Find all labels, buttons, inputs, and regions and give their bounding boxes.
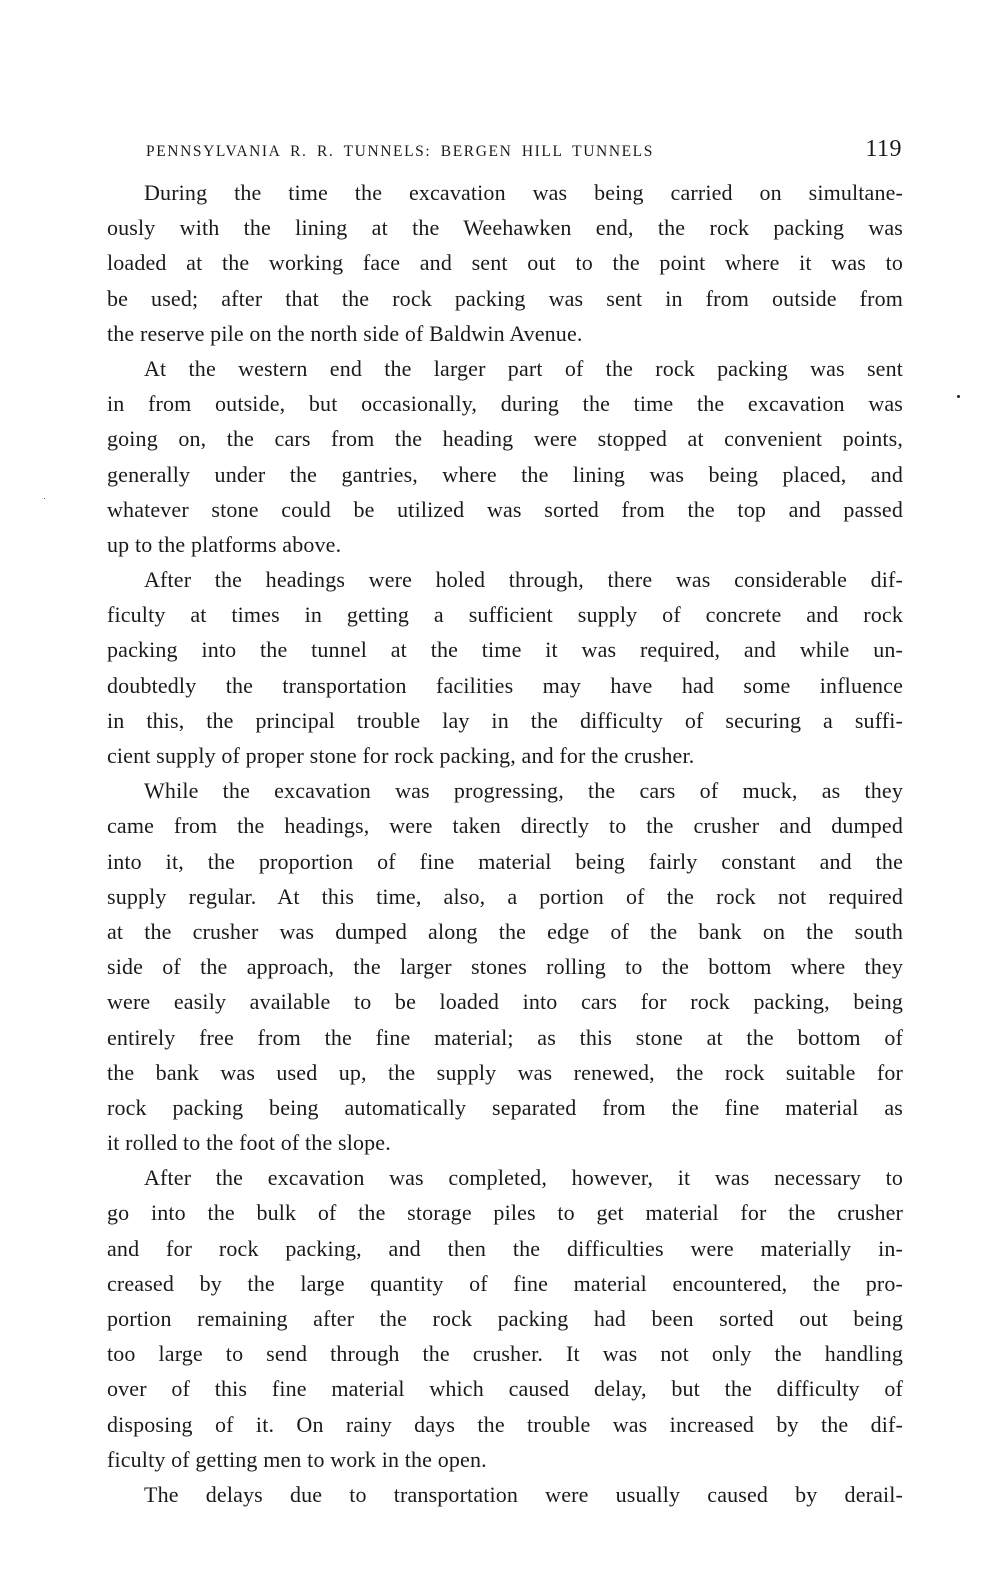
text-line: supply regular. At this time, also, a portion of the rock not required: [107, 883, 903, 909]
text-line: ously with the lining at the Weehawken end, the rock packing was: [107, 215, 903, 241]
text-line: in from outside, but occasionally, during the time the excavation was: [107, 391, 903, 417]
text-line: the reserve pile on the north side of Baldwin Avenue.: [107, 320, 583, 346]
text-line: disposing of it. On rainy days the trouble was increased by the dif-: [107, 1411, 903, 1437]
text-line: cient supply of proper stone for rock packing, and for the crusher.: [107, 743, 695, 768]
text-line: in this, the principal trouble lay in the difficulty of securing a suffi-: [107, 707, 903, 733]
paragraph: [107, 1160, 903, 1477]
text-line: doubtedly the transportation facilities may have had some influence: [107, 672, 903, 698]
text-line: At the western end the larger part of the rock packing was sent: [144, 355, 903, 381]
page-number: 119: [865, 136, 902, 162]
text-line: into it, the proportion of fine material being fairly constant and the: [107, 848, 903, 874]
text-line: over of this fine material which caused delay, but the difficulty of: [107, 1376, 903, 1402]
text-line: it rolled to the foot of the slope.: [107, 1130, 391, 1156]
text-line: ficulty at times in getting a sufficient supply of concrete and rock: [107, 602, 903, 628]
paragraph: [107, 1477, 903, 1512]
paragraph: [107, 175, 903, 351]
scan-speck: [957, 395, 960, 398]
text-line: portion remaining after the rock packing had been sorted out being: [107, 1306, 903, 1331]
text-line: After the headings were holed through, there was considerable dif-: [144, 567, 903, 593]
running-title: PENNSYLVANIA R. R. TUNNELS: BERGEN HILL TUNNELS: [146, 143, 654, 160]
paragraph: [107, 562, 903, 773]
text-line: After the excavation was completed, however, it was necessary to: [144, 1165, 903, 1191]
text-line: the bank was used up, the supply was renewed, the rock suitable for: [107, 1059, 903, 1085]
text-line: entirely free from the fine material; as this stone at the bottom of: [107, 1024, 903, 1050]
text-line: The delays due to transportation were usually caused by derail-: [144, 1481, 903, 1507]
text-line: rock packing being automatically separated from the fine material as: [107, 1094, 903, 1120]
text-line: ficulty of getting men to work in the open.: [107, 1446, 487, 1472]
scan-speck: [44, 498, 45, 499]
text-line: be used; after that the rock packing was sent in from outside from: [107, 285, 903, 311]
text-line: packing into the tunnel at the time it was required, and while un-: [107, 637, 903, 663]
text-line: up to the platforms above.: [107, 531, 342, 557]
text-line: loaded at the working face and sent out to the point where it was to: [107, 250, 903, 276]
body-text: [107, 175, 903, 1512]
text-line: During the time the excavation was being carried on simultane-: [144, 180, 903, 205]
text-line: came from the headings, were taken directly to the crusher and dumped: [107, 813, 903, 839]
text-line: going on, the cars from the heading were stopped at convenient points,: [107, 426, 903, 452]
text-line: creased by the large quantity of fine material encountered, the pro-: [107, 1270, 903, 1296]
running-head: [146, 136, 902, 166]
paragraph: [107, 351, 903, 562]
text-line: generally under the gantries, where the lining was being placed, and: [107, 461, 903, 487]
text-line: too large to send through the crusher. It was not only the handling: [107, 1341, 903, 1367]
text-line: side of the approach, the larger stones rolling to the bottom where they: [107, 954, 903, 980]
text-line: go into the bulk of the storage piles to get material for the crusher: [107, 1200, 903, 1226]
text-line: were easily available to be loaded into cars for rock packing, being: [107, 989, 903, 1015]
text-line: whatever stone could be utilized was sorted from the top and passed: [107, 496, 903, 522]
text-line: and for rock packing, and then the difficulties were materially in-: [107, 1235, 903, 1261]
paragraph: [107, 773, 903, 1160]
text-line: While the excavation was progressing, the cars of muck, as they: [144, 778, 903, 804]
text-line: at the crusher was dumped along the edge of the bank on the south: [107, 918, 903, 944]
